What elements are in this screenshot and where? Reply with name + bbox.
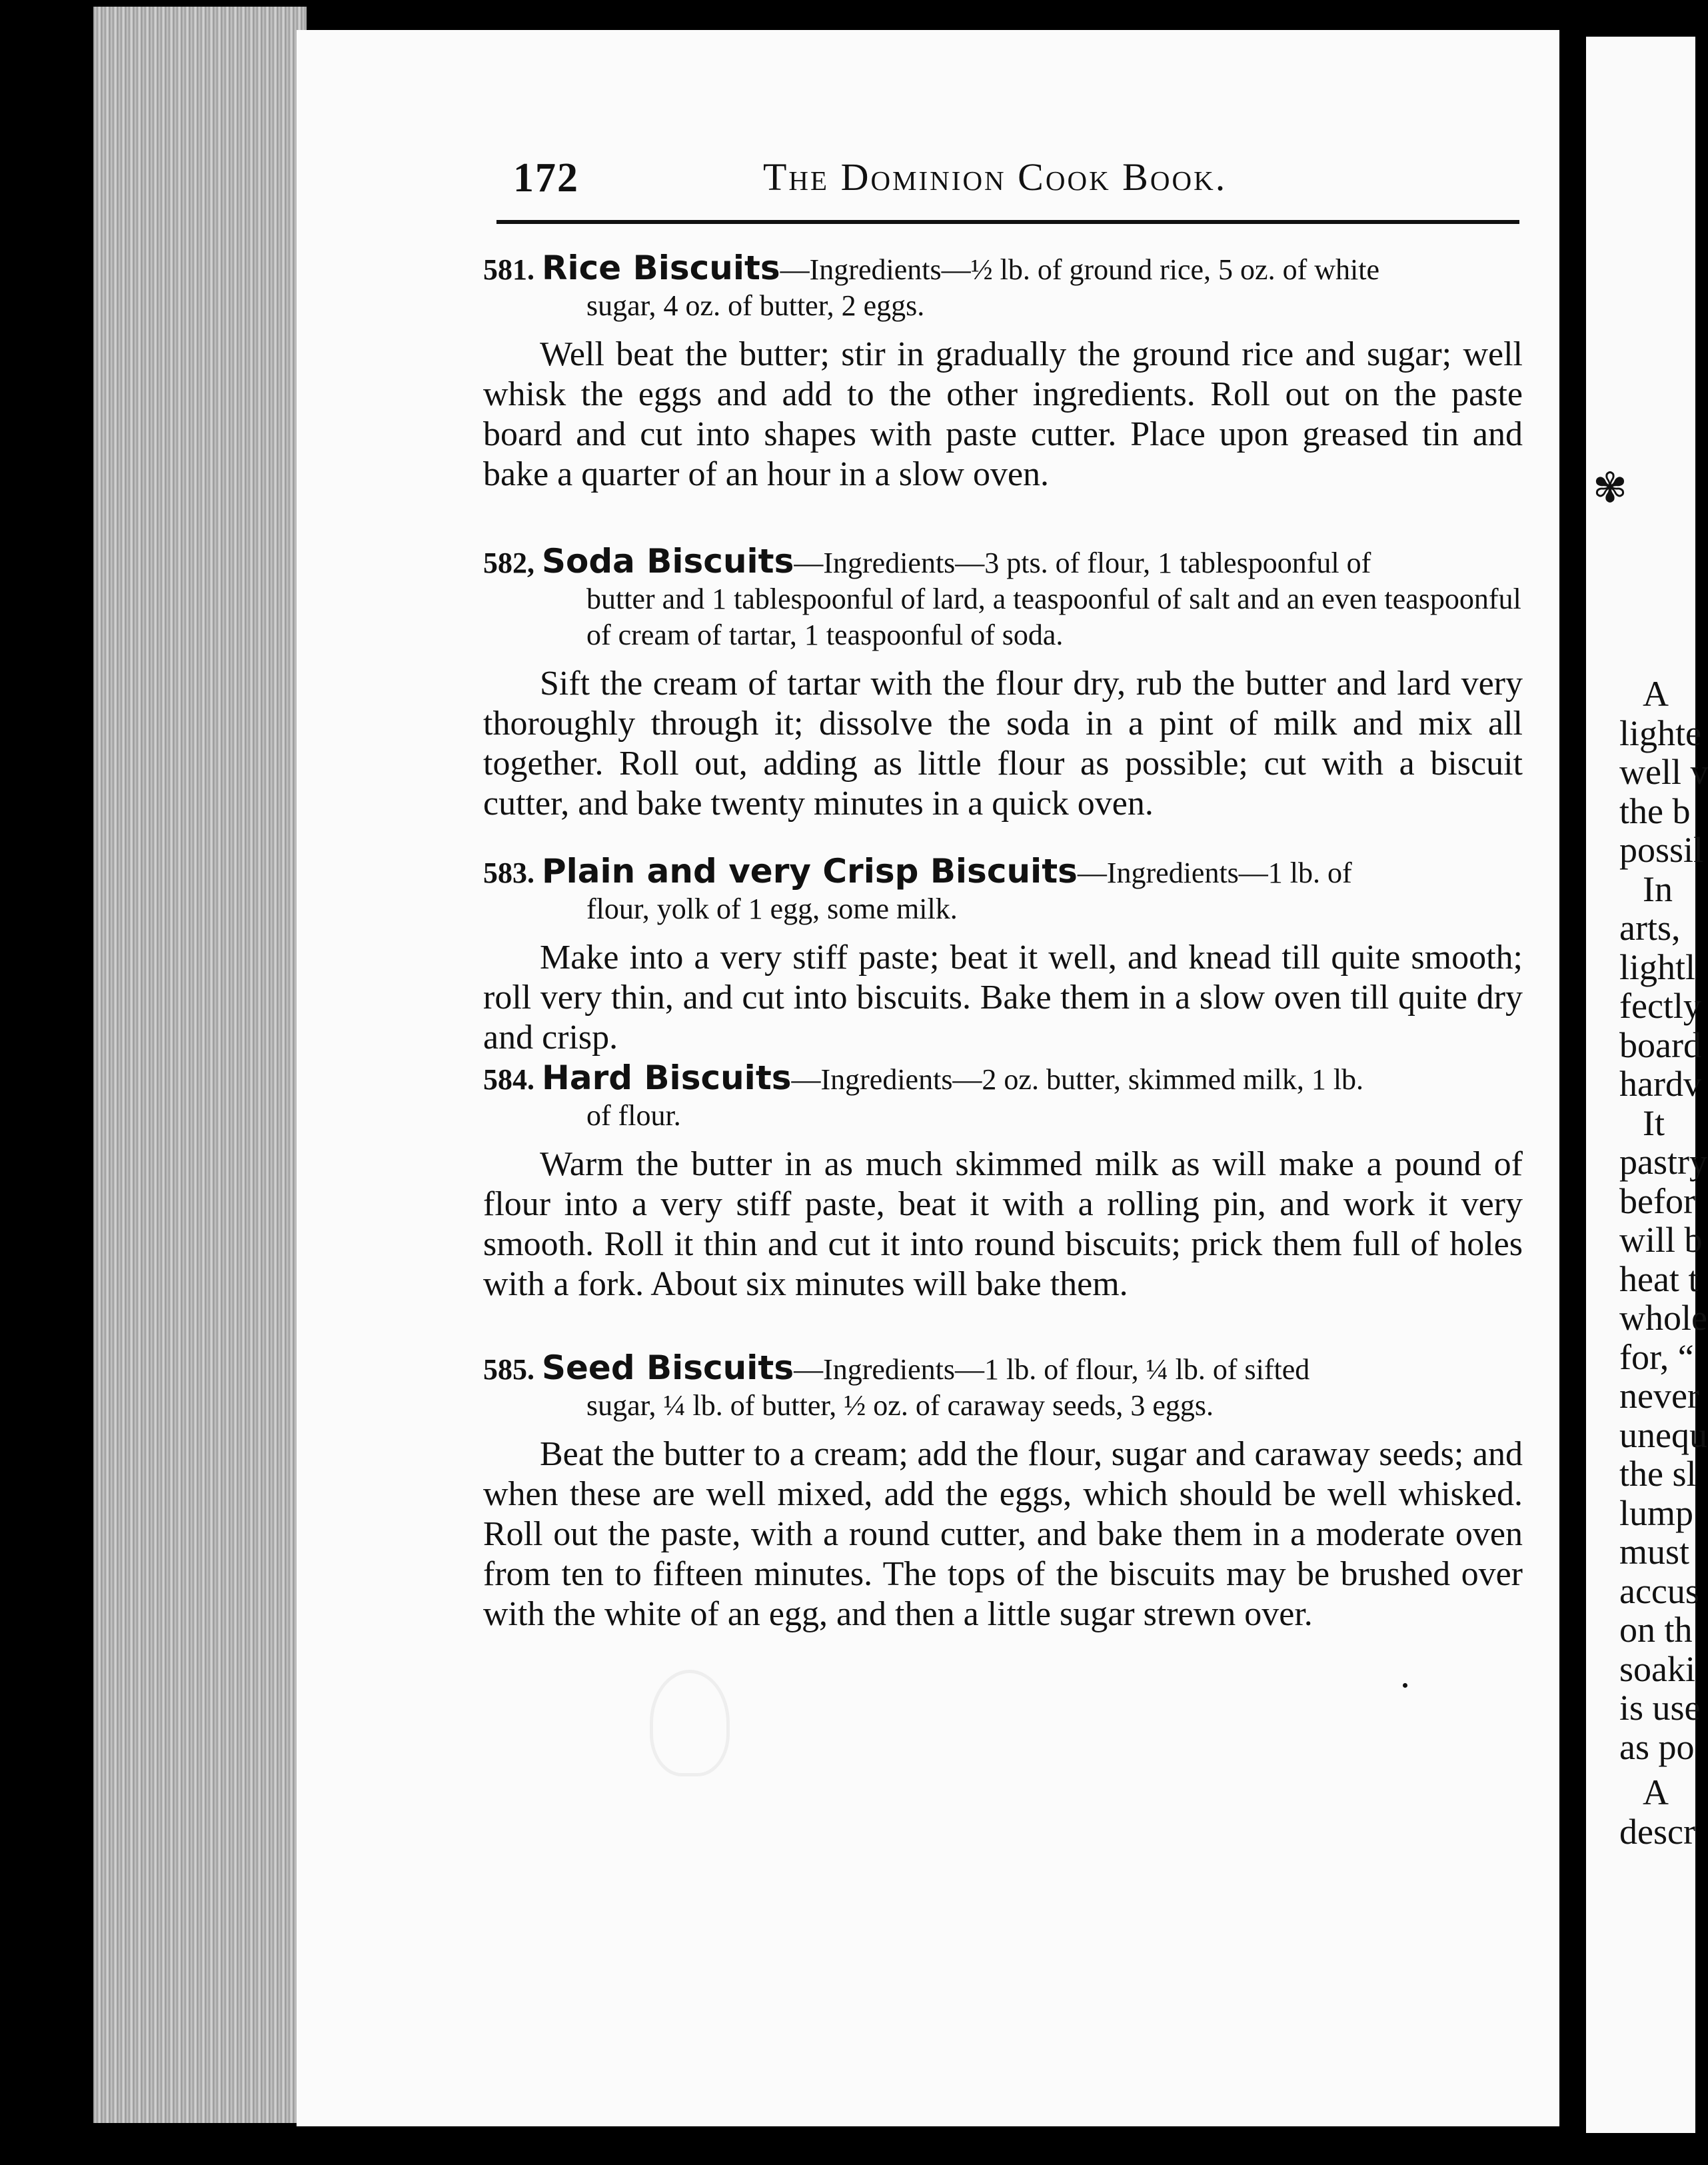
recipe-581 bbox=[483, 250, 1523, 495]
recipe-heading bbox=[483, 1350, 1523, 1424]
facing-page-line: soaki bbox=[1619, 1648, 1695, 1689]
facing-page bbox=[1586, 37, 1708, 2133]
recipe-585 bbox=[483, 1350, 1523, 1634]
page-number: 172 bbox=[513, 155, 579, 201]
facing-page-line: well v bbox=[1619, 752, 1708, 792]
recipe-heading bbox=[483, 1060, 1523, 1134]
recipe-heading bbox=[483, 853, 1523, 927]
book-page-edges bbox=[93, 7, 307, 2123]
header-rule bbox=[496, 220, 1519, 224]
ingredients-continued: of flour. bbox=[586, 1099, 681, 1132]
facing-page-line: must bbox=[1619, 1532, 1690, 1572]
recipe-583 bbox=[483, 853, 1523, 1058]
recipe-582 bbox=[483, 543, 1523, 824]
running-title: The Dominion Cook Book. bbox=[763, 155, 1228, 199]
facing-page-line: heat t bbox=[1619, 1258, 1699, 1299]
recipe-heading bbox=[483, 250, 1523, 324]
recipe-number: 584. bbox=[483, 1063, 534, 1096]
facing-page-line: It bbox=[1643, 1102, 1665, 1143]
recipe-instructions: Make into a very stiff paste; beat it well, and knead till quite smooth; roll very thin, and cut into biscuits. Bake them in a slow oven till quite dry and crisp. bbox=[483, 939, 1523, 1057]
ink-speck bbox=[1403, 1683, 1407, 1688]
facing-page-line: lump bbox=[1619, 1492, 1694, 1533]
recipe-number: 583. bbox=[483, 857, 534, 889]
facing-page-line: In bbox=[1643, 869, 1673, 909]
recipe-heading bbox=[483, 543, 1523, 653]
facing-page-line: befor bbox=[1619, 1180, 1695, 1221]
facing-page-line: will b bbox=[1619, 1220, 1703, 1260]
ingredients-text: —Ingredients—2 oz. butter, skimmed milk, 1 lb. bbox=[791, 1063, 1364, 1096]
facing-page-line: unequ bbox=[1619, 1414, 1707, 1455]
facing-page-line: A bbox=[1643, 1772, 1669, 1812]
ingredients-continued: flour, yolk of 1 egg, some milk. bbox=[586, 893, 958, 925]
recipe-instructions: Beat the butter to a cream; add the flour, sugar and caraway seeds; and when these are well mixed, add the eggs, which should be well whisked. Roll out the paste, with a round cutter, and bake them in a moderate oven from ten to fifteen minutes. The tops of the biscuits may be brushed over with the white of an egg, and then a little sugar strewn over. bbox=[483, 1435, 1523, 1633]
facing-page-line: as po bbox=[1619, 1726, 1695, 1767]
recipe-title: Hard Biscuits bbox=[542, 1059, 792, 1097]
recipe-584 bbox=[483, 1060, 1523, 1304]
paper-smudge bbox=[650, 1670, 730, 1776]
recipe-number: 585. bbox=[483, 1353, 534, 1386]
facing-page-line: lightl bbox=[1619, 947, 1696, 987]
facing-page-line: arts, bbox=[1619, 908, 1681, 948]
facing-page-line: lighte bbox=[1619, 713, 1701, 753]
facing-page-line: board bbox=[1619, 1025, 1701, 1065]
ingredients-text: —Ingredients—1 lb. of bbox=[1077, 857, 1352, 889]
recipe-number: 582, bbox=[483, 547, 534, 579]
ingredients-text: —Ingredients—1 lb. of flour, ¼ lb. of sifted bbox=[794, 1353, 1310, 1386]
facing-page-line: possil bbox=[1619, 830, 1704, 870]
running-header bbox=[513, 155, 1519, 201]
facing-page-line: is use bbox=[1619, 1688, 1701, 1728]
ingredients-text: —Ingredients—½ lb. of ground rice, 5 oz. of white bbox=[780, 253, 1379, 286]
ingredients-continued: sugar, ¼ lb. of butter, ½ oz. of caraway seeds, 3 eggs. bbox=[586, 1389, 1214, 1422]
ingredients-continued: butter and 1 tablespoonful of lard, a teaspoonful of salt and an even teaspoonful of cream of tartar, 1 teaspoonful of soda. bbox=[586, 583, 1521, 651]
recipe-title: Seed Biscuits bbox=[542, 1348, 794, 1387]
ingredients-text: —Ingredients—3 pts. of flour, 1 tablespoonful of bbox=[794, 547, 1371, 579]
facing-page-line: for, “ bbox=[1619, 1336, 1694, 1377]
facing-page-line: the b bbox=[1619, 791, 1691, 831]
facing-page-line: pastry bbox=[1619, 1142, 1707, 1182]
recipe-instructions: Warm the butter in as much skimmed milk as will make a pound of flour into a very stiff paste, beat it with a rolling pin, and work it very smooth. Roll it thin and cut it into round biscuits; prick them full of holes with a fork. About six minutes will bake them. bbox=[483, 1145, 1523, 1303]
facing-page-line: never bbox=[1619, 1376, 1699, 1416]
facing-page-line: the sl bbox=[1619, 1454, 1697, 1494]
recipe-title: Soda Biscuits bbox=[542, 542, 794, 581]
facing-page-line: on th bbox=[1619, 1610, 1693, 1650]
facing-page-line: accus bbox=[1619, 1570, 1699, 1611]
recipe-title: Rice Biscuits bbox=[542, 249, 780, 287]
facing-page-line: whole bbox=[1619, 1298, 1707, 1338]
facing-page-line: fectly bbox=[1619, 986, 1701, 1026]
recipe-title: Plain and very Crisp Biscuits bbox=[542, 852, 1078, 891]
facing-page-line: A bbox=[1643, 674, 1669, 714]
recipe-number: 581. bbox=[483, 253, 534, 286]
recipe-instructions: Well beat the butter; stir in gradually the ground rice and sugar; well whisk the eggs and add to the other ingredients. Roll out on the paste board and cut into shapes with paste cutter. Place upon greased tin and bake a quarter of an hour in a slow oven. bbox=[483, 335, 1523, 493]
ingredients-continued: sugar, 4 oz. of butter, 2 eggs. bbox=[586, 289, 925, 322]
ornament-icon: ✾ bbox=[1593, 466, 1627, 511]
recipe-instructions: Sift the cream of tartar with the flour dry, rub the butter and lard very thoroughly through it; dissolve the soda in a pint of milk and mix all together. Roll out, adding as little flour as possible; cut with a biscuit cutter, and bake twenty minutes in a quick oven. bbox=[483, 665, 1523, 823]
facing-page-line: hardv bbox=[1619, 1064, 1701, 1104]
facing-page-line: descr bbox=[1619, 1811, 1695, 1852]
